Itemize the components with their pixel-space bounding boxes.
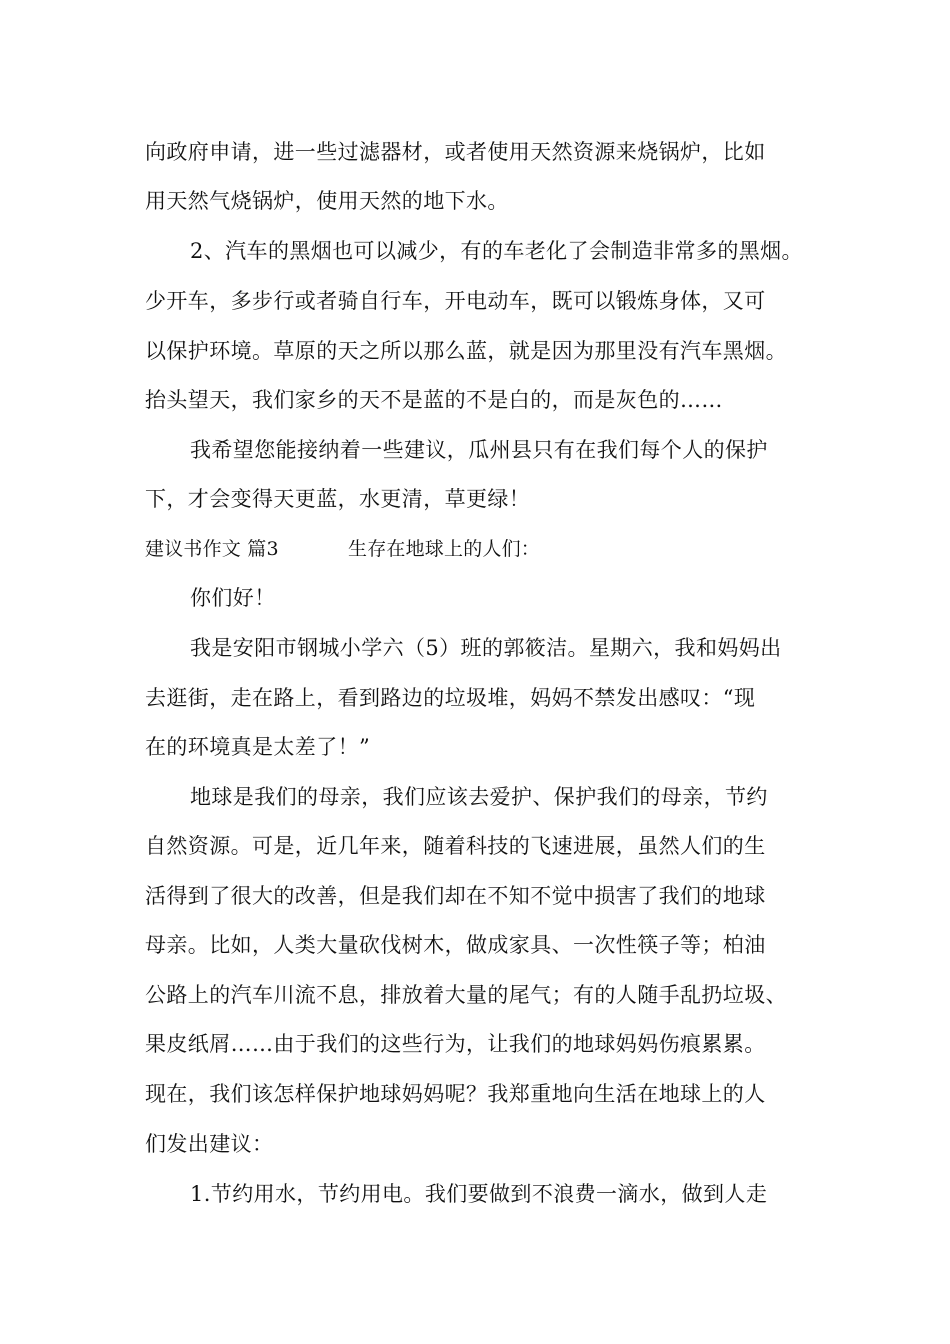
paragraph-line: 地球是我们的母亲，我们应该去爱护、保护我们的母亲，节约 [190, 785, 768, 809]
paragraph-line: 我希望您能接纳着一些建议，瓜州县只有在我们每个人的保护 [190, 438, 768, 462]
paragraph-line: 用天然气烧锅炉，使用天然的地下水。 [145, 189, 509, 213]
paragraph-line: 自然资源。可是，近几年来，随着科技的飞速进展，虽然人们的生 [145, 834, 766, 858]
paragraph-line: 去逛街，走在路上，看到路边的垃圾堆，妈妈不禁发出感叹：“现 [145, 686, 756, 710]
paragraph-line: 现在，我们该怎样保护地球妈妈呢？我郑重地向生活在地球上的人 [145, 1082, 766, 1106]
greeting-line: 你们好！ [190, 586, 276, 610]
paragraph-line: 公路上的汽车川流不息，排放着大量的尾气；有的人随手乱扔垃圾、 [145, 983, 787, 1007]
paragraph-line: 1.节约用水，节约用电。我们要做到不浪费一滴水，做到人走 [190, 1182, 768, 1206]
paragraph-line: 以保护环境。草原的天之所以那么蓝，就是因为那里没有汽车黑烟。 [145, 339, 787, 363]
paragraph-line: 母亲。比如，人类大量砍伐树木，做成家具、一次性筷子等；柏油 [145, 933, 766, 957]
section-heading: 建议书作文 篇3 [145, 538, 279, 560]
paragraph-line: 2、汽车的黑烟也可以减少，有的车老化了会制造非常多的黑烟。 [190, 239, 803, 263]
paragraph-line: 活得到了很大的改善，但是我们却在不知不觉中损害了我们的地球 [145, 884, 766, 908]
paragraph-line: 抬头望天，我们家乡的天不是蓝的不是白的，而是灰色的…… [145, 388, 723, 412]
paragraph-line: 我是安阳市钢城小学六（5）班的郭筱洁。星期六，我和妈妈出 [190, 636, 782, 660]
paragraph-line: 果皮纸屑……由于我们的这些行为，让我们的地球妈妈伤痕累累。 [145, 1032, 766, 1056]
paragraph-line: 们发出建议： [145, 1132, 274, 1156]
paragraph-line: 向政府申请，进一些过滤器材，或者使用天然资源来烧锅炉，比如 [145, 140, 766, 164]
salutation: 生存在地球上的人们： [348, 538, 541, 560]
paragraph-line: 在的环境真是太差了！” [145, 735, 371, 759]
paragraph-line: 下，才会变得天更蓝，水更清，草更绿！ [145, 487, 531, 511]
paragraph-line: 少开车，多步行或者骑自行车，开电动车，既可以锻炼身体，又可 [145, 289, 766, 313]
